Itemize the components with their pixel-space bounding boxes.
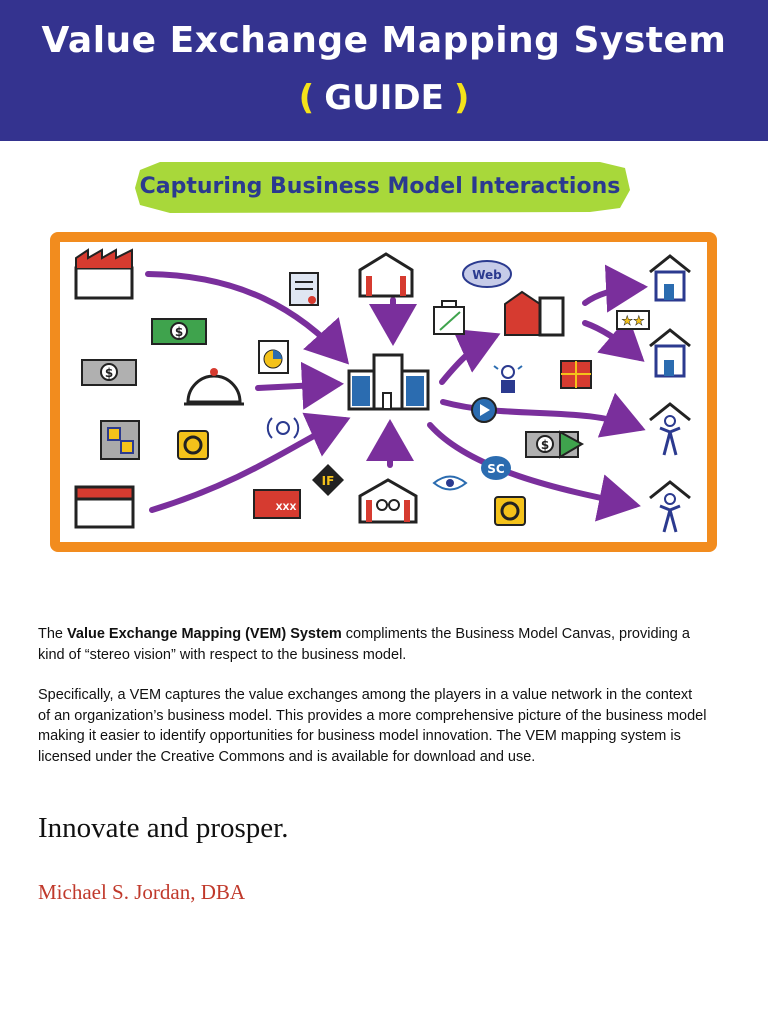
store-icon xyxy=(360,254,412,296)
guide-close-paren: ) xyxy=(453,78,470,118)
money-bill-icon xyxy=(82,360,136,385)
value-exchange-diagram xyxy=(0,141,768,581)
tagline: Innovate and prosper. xyxy=(38,812,289,844)
person-house-icon xyxy=(650,404,690,455)
dollar-sign: $ xyxy=(104,366,114,380)
hub-building-icon xyxy=(349,355,428,409)
cloche-icon xyxy=(184,368,244,404)
house-icon xyxy=(650,330,690,376)
play-icon xyxy=(472,398,496,422)
cycle-icon xyxy=(178,431,208,459)
if-diamond-icon xyxy=(312,464,344,496)
eye-icon xyxy=(434,477,466,490)
rating-stars-icon xyxy=(617,311,649,329)
window-icon xyxy=(76,487,133,527)
detail-paragraph: Specifically, a VEM captures the value exchanges among the players in a value network in the context of an organization’s business model. This provides a more comprehensive picture of the business model making it easier to identify opportunities for business model innovation. The VEM mapping system is licensed under the Creative Commons and is available for download and use. xyxy=(38,687,707,765)
intro-bold: Value Exchange Mapping (VEM) System xyxy=(67,626,342,642)
dollar-sign: $ xyxy=(540,438,550,452)
bag-icon xyxy=(434,301,464,334)
web-cloud-icon xyxy=(463,261,511,287)
intro-paragraph xyxy=(38,624,708,665)
person-lightbulb-icon xyxy=(494,366,522,393)
house-icon xyxy=(650,256,690,300)
page-title: Value Exchange Mapping System xyxy=(41,20,727,61)
pie-chart-icon xyxy=(259,341,288,373)
gift-icon xyxy=(561,361,591,388)
if-label: IF xyxy=(321,474,335,488)
credit-card-icon xyxy=(254,490,300,518)
intro-rest: compliments the Business Model Canvas, providing a kind of “stereo vision” with respect to the business model. xyxy=(38,626,690,663)
document-icon xyxy=(290,273,318,305)
intro-prefix: The xyxy=(38,626,68,642)
dollar-sign: $ xyxy=(174,325,184,339)
puzzle-icon xyxy=(101,421,139,459)
card-label: XXX xyxy=(275,503,297,513)
web-label: Web xyxy=(472,268,502,282)
svg-text:★★: ★★ xyxy=(621,314,645,329)
store-icon xyxy=(505,292,563,335)
money-bill-icon xyxy=(152,319,206,344)
factory-icon xyxy=(76,250,132,298)
money-bill-icon xyxy=(526,432,582,457)
person-house-icon xyxy=(650,482,690,532)
guide-open-paren: ( xyxy=(298,78,315,118)
banner-text: Capturing Business Model Interactions xyxy=(139,174,621,199)
sc-badge-icon xyxy=(481,456,511,480)
warehouse-icon xyxy=(360,480,416,522)
sc-label: SC xyxy=(487,462,505,476)
header-banner xyxy=(0,0,768,141)
guide-word: GUIDE xyxy=(324,78,444,118)
banner-ribbon xyxy=(135,162,630,213)
signal-icon xyxy=(268,418,298,438)
cycle-icon xyxy=(495,497,525,525)
guide-subtitle xyxy=(0,78,768,118)
author-signature: Michael S. Jordan, DBA xyxy=(38,880,246,904)
